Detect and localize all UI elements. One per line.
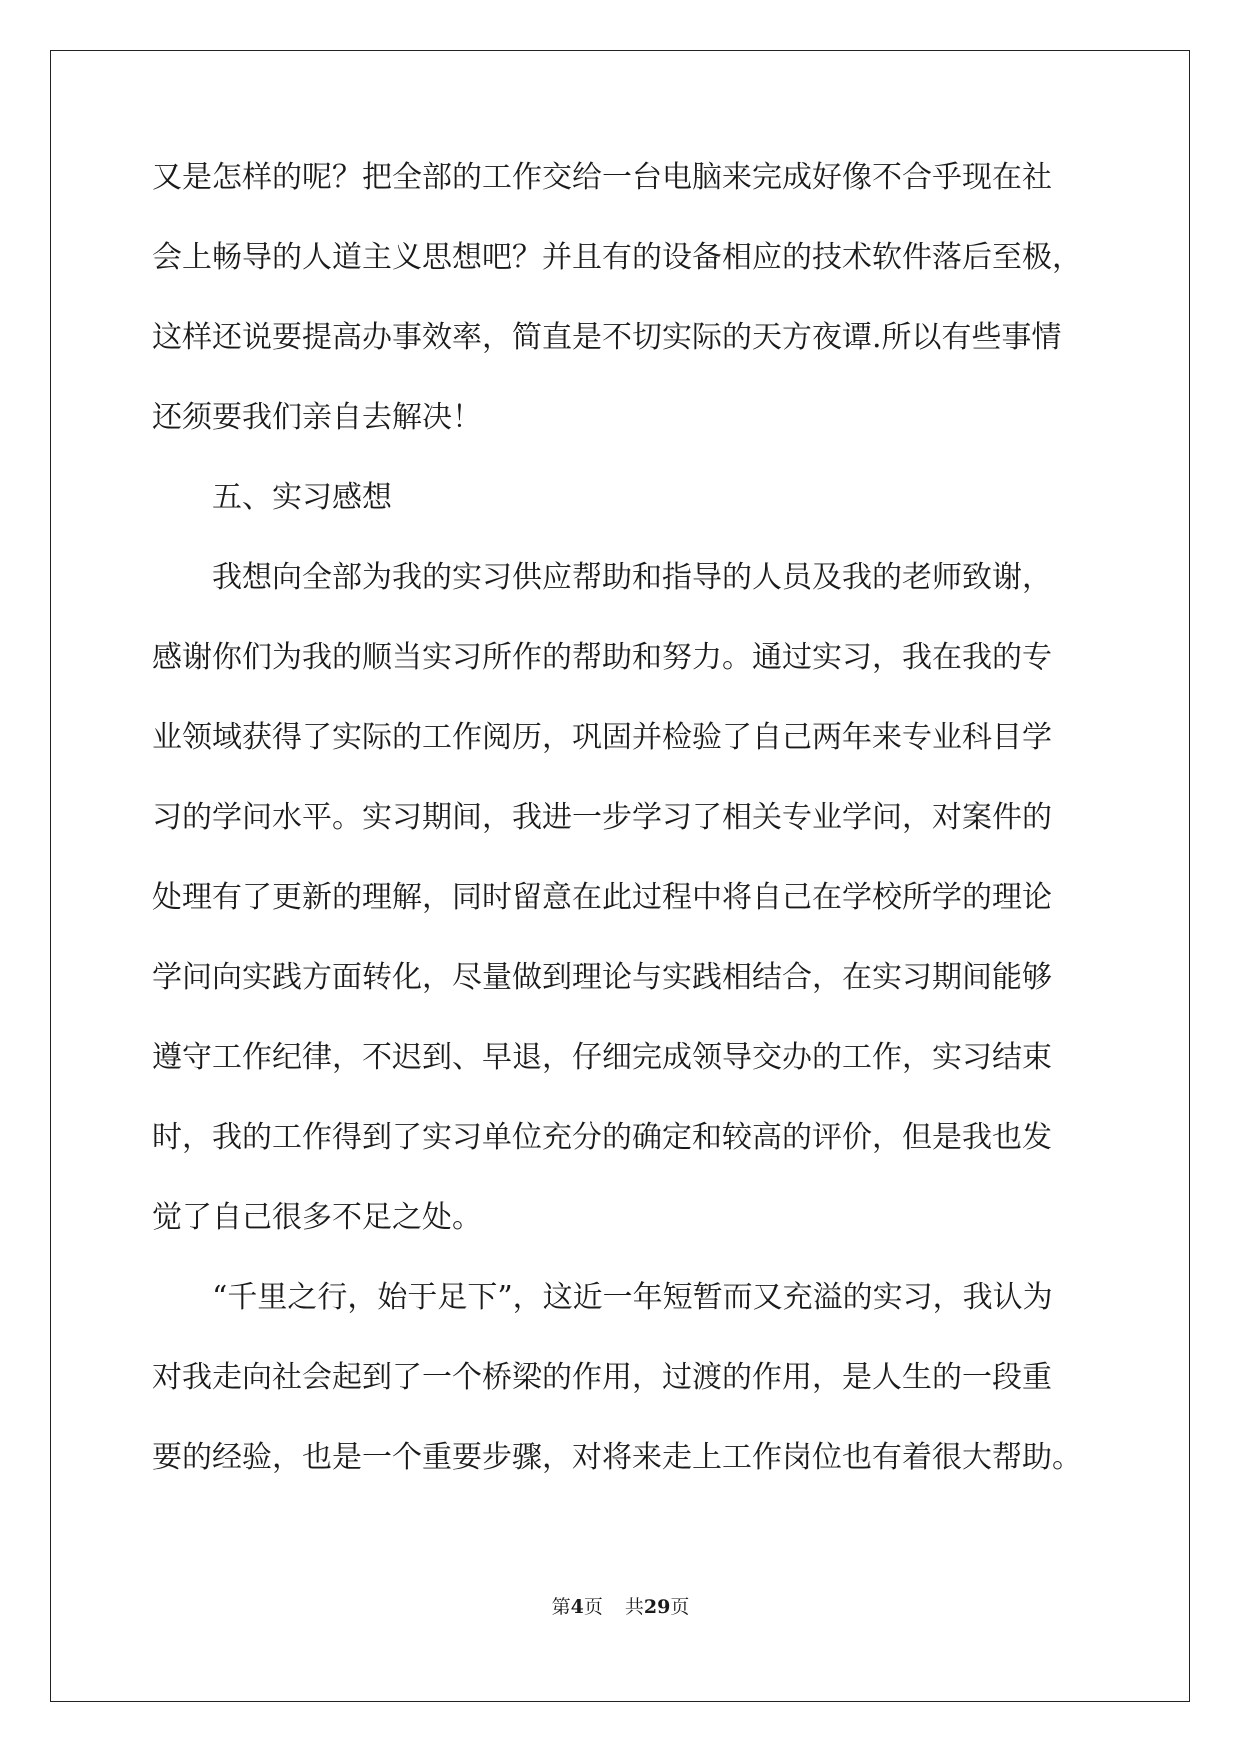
body-line: 觉了自己很多不足之处。 bbox=[152, 1200, 482, 1235]
body-line: 又是怎样的呢？把全部的工作交给一台电脑来完成好像不合乎现在社 bbox=[152, 160, 1052, 195]
body-line: 业领域获得了实际的工作阅历，巩固并检验了自己两年来专业科目学 bbox=[152, 720, 1052, 755]
body-line: 时，我的工作得到了实习单位充分的确定和较高的评价，但是我也发 bbox=[152, 1120, 1052, 1155]
body-line: 这样还说要提高办事效率，简直是不切实际的天方夜谭.所以有些事情 bbox=[152, 320, 1062, 355]
document-body bbox=[152, 158, 1092, 1518]
body-line: 还须要我们亲自去解决！ bbox=[152, 400, 482, 435]
body-line: 我想向全部为我的实习供应帮助和指导的人员及我的老师致谢， bbox=[212, 560, 1052, 595]
page-footer bbox=[0, 1592, 1241, 1619]
page-prefix: 第 bbox=[551, 1596, 571, 1618]
page-number: 4 bbox=[570, 1596, 584, 1618]
total-prefix: 共 bbox=[624, 1596, 644, 1618]
body-line: “千里之行，始于足下”，这近一年短暂而又充溢的实习，我认为 bbox=[212, 1280, 1053, 1315]
body-line: 对我走向社会起到了一个桥梁的作用，过渡的作用，是人生的一段重 bbox=[152, 1360, 1052, 1395]
body-line: 处理有了更新的理解，同时留意在此过程中将自己在学校所学的理论 bbox=[152, 880, 1052, 915]
total-pages: 29 bbox=[643, 1596, 671, 1618]
total-suffix: 页 bbox=[670, 1596, 690, 1618]
body-line: 遵守工作纪律，不迟到、早退，仔细完成领导交办的工作，实习结束 bbox=[152, 1040, 1052, 1075]
body-line: 要的经验，也是一个重要步骤，对将来走上工作岗位也有着很大帮助。 bbox=[152, 1440, 1082, 1475]
body-line: 感谢你们为我的顺当实习所作的帮助和努力。通过实习，我在我的专 bbox=[152, 640, 1052, 675]
page-suffix: 页 bbox=[583, 1596, 603, 1618]
body-line: 学问向实践方面转化，尽量做到理论与实践相结合，在实习期间能够 bbox=[152, 960, 1052, 995]
body-line: 习的学问水平。实习期间，我进一步学习了相关专业学问，对案件的 bbox=[152, 800, 1052, 835]
section-heading: 五、实习感想 bbox=[212, 480, 392, 515]
body-line: 会上畅导的人道主义思想吧？并且有的设备相应的技术软件落后至极， bbox=[152, 240, 1082, 275]
